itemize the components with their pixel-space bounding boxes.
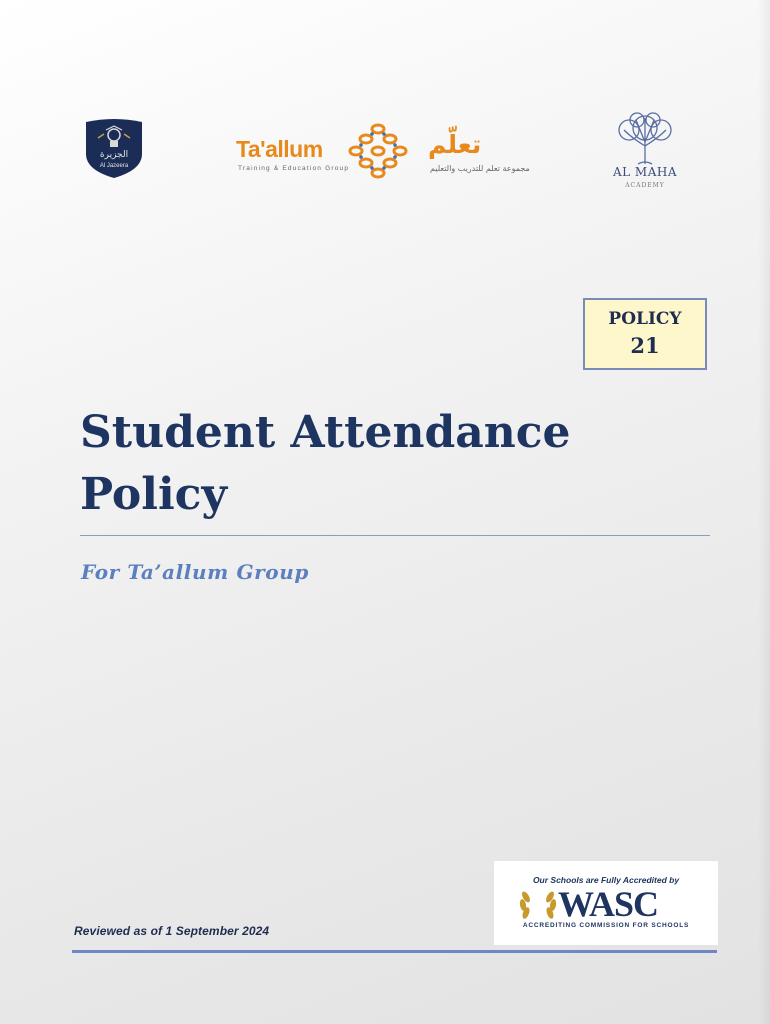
laurel-icon [518,889,558,921]
title-divider [80,535,710,536]
taallum-arabic-name: تعلّم [428,130,482,159]
wasc-name: WASC [558,884,659,924]
taallum-arabic-subtitle: مجموعة تعلم للتدريب والتعليم [430,164,530,173]
wasc-commission: ACCREDITING COMMISSION FOR SCHOOLS [522,922,690,929]
footer-divider [72,950,717,953]
almaha-logo [602,112,688,192]
policy-label: POLICY [608,309,682,329]
aljazeera-name: Al Jazeera [99,163,129,169]
policy-number: 21 [630,333,660,358]
policy-badge [583,298,707,370]
almaha-subtitle: ACADEMY [625,182,665,189]
page-edge-shadow [758,0,770,1024]
taallum-name: Ta'allum [236,136,323,162]
wasc-accreditation-logo [494,861,718,945]
reviewed-date: Reviewed as of 1 September 2024 [74,924,270,938]
wasc-tagline: Our Schools are Fully Accredited by [532,875,680,885]
document-subtitle: For Ta’allum Group [81,560,309,584]
aljazeera-arabic: الجزيرة [99,150,129,160]
taallum-rings-icon [346,122,410,180]
almaha-name: AL MAHA [612,165,678,179]
taallum-subtitle: Training & Education Group [238,165,350,172]
document-title: Student Attendance Policy [80,407,571,520]
tree-icon [602,112,688,166]
aljazeera-logo [84,118,144,180]
taallum-logo [232,118,552,182]
